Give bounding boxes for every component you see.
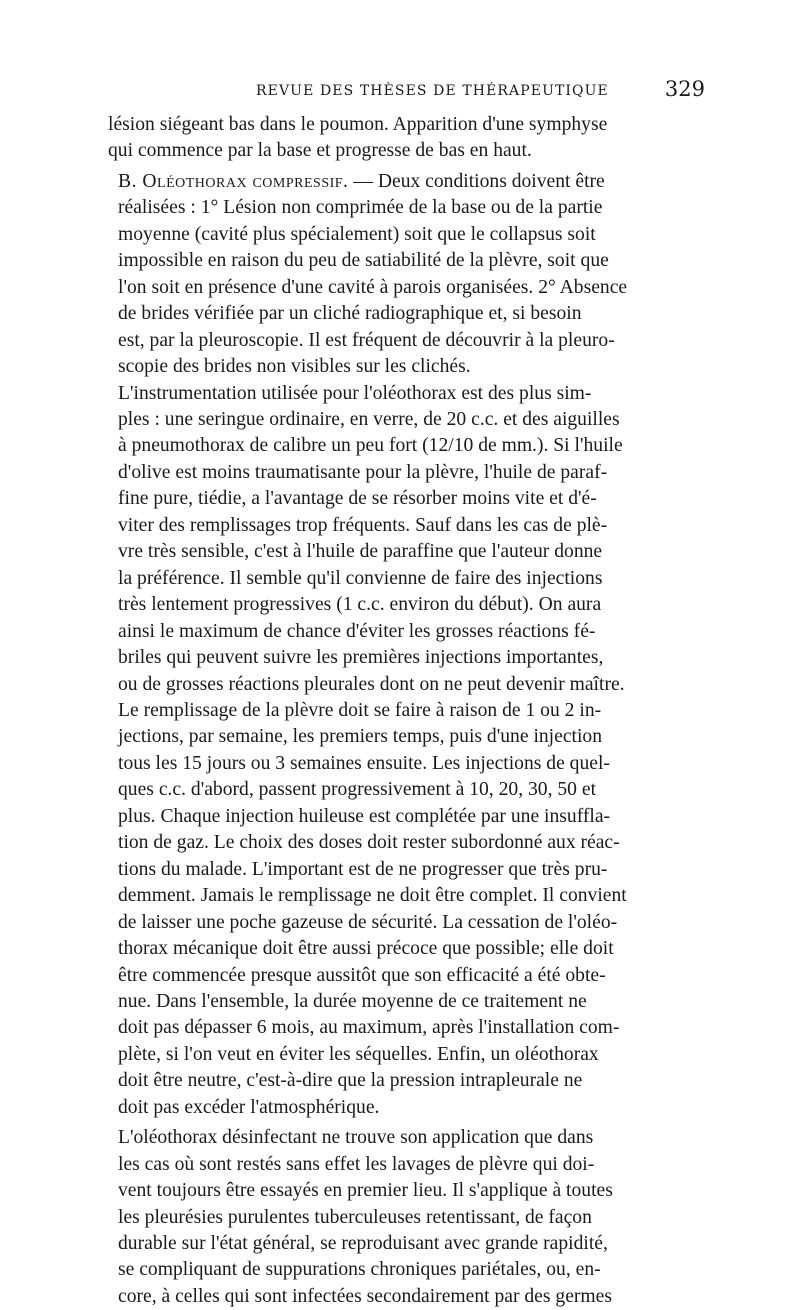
section-heading: B. Oléothorax compressif.: [118, 170, 349, 192]
text-line: vre très sensible, c'est à l'huile de paraffine que l'auteur donne: [118, 541, 603, 563]
text-line: L'oléothorax désinfectant ne trouve son application que dans: [118, 1127, 594, 1149]
text-line: est, par la pleuroscopie. Il est fréquent de découvrir à la pleuro-: [118, 329, 615, 351]
text-line: tions du malade. L'important est de ne progresser que très pru-: [118, 858, 608, 880]
text-line: ques c.c. d'abord, passent progressivement à 10, 20, 30, 50 et: [118, 779, 597, 801]
text-line: jections, par semaine, les premiers temps, puis d'une injection: [118, 726, 602, 748]
paragraph-oleothorax-compressif: [108, 169, 698, 381]
text-line: impossible en raison du peu de satiabilité de la plèvre, soit que: [118, 250, 609, 272]
text-line: de laisser une poche gazeuse de sécurité. La cessation de l'oléo-: [118, 911, 618, 933]
text-line: plus. Chaque injection huileuse est complétée par une insuffla-: [118, 805, 611, 827]
text-line: plète, si l'on veut en éviter les séquelles. Enfin, un oléothorax: [118, 1043, 599, 1065]
text-line: Le remplissage de la plèvre doit se faire à raison de 1 ou 2 in-: [118, 699, 602, 721]
page-number: 329: [664, 77, 705, 101]
text-line: durable sur l'état général, se reproduisant avec grande rapidité,: [118, 1233, 608, 1255]
text-line: viter des remplissages trop fréquents. Sauf dans les cas de plè-: [118, 514, 608, 536]
page-header: [108, 77, 705, 104]
text-line: thorax mécanique doit être aussi précoce que possible; elle doit: [118, 938, 614, 960]
body-text: [108, 112, 698, 1310]
text-line: lésion siégeant bas dans le poumon. Apparition d'une symphyse: [108, 114, 608, 135]
text-line: ples : une seringue ordinaire, en verre, de 20 c.c. et des aiguilles: [118, 408, 620, 430]
text-line: scopie des brides non visibles sur les clichés.: [118, 356, 471, 378]
text-line: réalisées : 1° Lésion non comprimée de la base ou de la partie: [118, 197, 603, 219]
text-line: tion de gaz. Le choix des doses doit rester subordonné aux réac-: [118, 832, 620, 854]
paragraph-continuation: [108, 112, 698, 165]
text-line: les cas où sont restés sans effet les lavages de plèvre qui doi-: [118, 1153, 595, 1175]
text-line: d'olive est moins traumatisante pour la plèvre, l'huile de paraf-: [118, 461, 608, 483]
text-line: demment. Jamais le remplissage ne doit être complet. Il convient: [118, 885, 627, 907]
text-line: doit être neutre, c'est-à-dire que la pression intrapleurale ne: [118, 1070, 583, 1092]
text-fragment: — Deux conditions doivent être: [348, 170, 605, 192]
text-line: doit pas excéder l'atmosphérique.: [118, 1096, 380, 1118]
text-line: à pneumothorax de calibre un peu fort (12/10 de mm.). Si l'huile: [118, 435, 623, 457]
text-line: briles qui peuvent suivre les premières injections importantes,: [118, 647, 604, 669]
text-line: l'on soit en présence d'une cavité à parois organisées. 2° Absence: [118, 276, 628, 298]
text-line: L'instrumentation utilisée pour l'oléothorax est des plus sim-: [118, 382, 592, 404]
text-line: fine pure, tiédie, a l'avantage de se résorber moins vite et d'é-: [118, 488, 597, 510]
text-line: doit pas dépasser 6 mois, au maximum, après l'installation com-: [118, 1017, 620, 1039]
text-line: nue. Dans l'ensemble, la durée moyenne de ce traitement ne: [118, 990, 587, 1012]
paragraph-oleothorax-desinfectant: [108, 1125, 698, 1310]
text-line: tous les 15 jours ou 3 semaines ensuite. Les injections de quel-: [118, 752, 610, 774]
text-line: core, à celles qui sont infectées secondairement par des germes: [118, 1285, 612, 1307]
text-line: [108, 169, 698, 195]
text-line: être commencée presque aussitôt que son efficacité a été obte-: [118, 964, 606, 986]
text-line: qui commence par la base et progresse de bas en haut.: [108, 140, 532, 162]
text-line: les pleurésies purulentes tuberculeuses retentissant, de façon: [118, 1206, 592, 1228]
text-line: ou de grosses réactions pleurales dont on ne peut devenir maître.: [118, 673, 625, 695]
text-line: moyenne (cavité plus spécialement) soit que le collapsus soit: [118, 223, 596, 245]
paragraph-instrumentation: [108, 381, 698, 1122]
text-line: la préférence. Il semble qu'il convienne de faire des injections: [118, 567, 603, 589]
text-line: se compliquant de suppurations chroniques pariétales, ou, en-: [118, 1259, 601, 1281]
text-line: vent toujours être essayés en premier lieu. Il s'applique à toutes: [118, 1180, 613, 1202]
text-line: de brides vérifiée par un cliché radiographique et, si besoin: [118, 303, 582, 325]
text-line: ainsi le maximum de chance d'éviter les grosses réactions fé-: [118, 620, 596, 642]
running-title: REVUE DES THÈSES DE THÉRAPEUTIQUE: [256, 83, 609, 99]
text-line: très lentement progressives (1 c.c. environ du début). On aura: [118, 594, 602, 616]
